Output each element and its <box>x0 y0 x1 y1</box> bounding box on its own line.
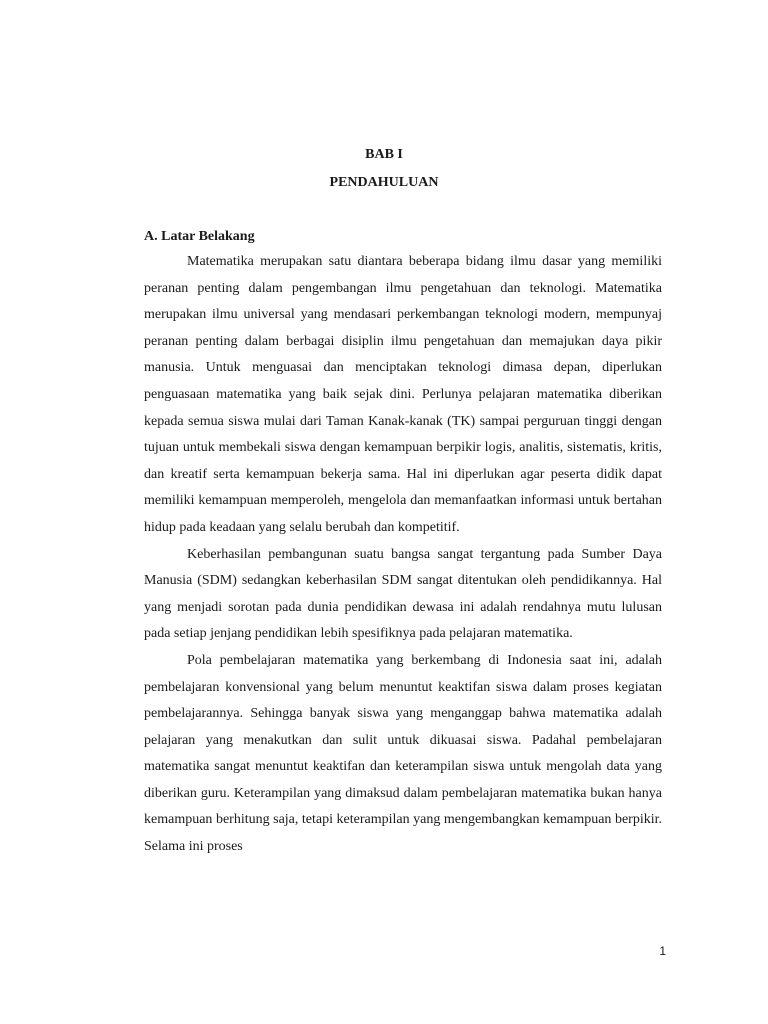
paragraph-1: Matematika merupakan satu diantara beberapa bidang ilmu dasar yang memiliki peranan penting dalam pengembangan ilmu pengetahuan dan teknologi. Matematika merupakan ilmu universal yang mendasari perkembangan teknologi modern, mempunyaj peranan penting dalam berbagai disiplin ilmu pengetahuan dan memajukan daya pikir manusia. Untuk menguasai dan menciptakan teknologi dimasa depan, diperlukan penguasaan matematika yang baik sejak dini. Perlunya pelajaran matematika diberikan kepada semua siswa mulai dari Taman Kanak-kanak (TK) sampai perguruan tinggi dengan tujuan untuk membekali siswa dengan kemampuan berpikir logis, analitis, sistematis, kritis, dan kreatif serta kemampuan bekerja sama. Hal ini diperlukan agar peserta didik dapat memiliki kemampuan memperoleh, mengelola dan memanfaatkan informasi untuk bertahan hidup pada keadaan yang selalu berubah dan kompetitif. <box>144 254 662 535</box>
body-text <box>144 249 662 861</box>
paragraph-3: Pola pembelajaran matematika yang berkembang di Indonesia saat ini, adalah pembelajaran konvensional yang belum menuntut keaktifan siswa dalam proses kegiatan pembelajarannya. Sehingga banyak siswa yang menganggap bahwa matematika adalah pelajaran yang menakutkan dan sulit untuk dikuasai siswa. Padahal pembelajaran matematika sangat menuntut keaktifan dan keterampilan siswa untuk mengolah data yang diberikan guru. Keterampilan yang dimaksud dalam pembelajaran matematika bukan hanya kemampuan berhitung saja, tetapi keterampilan yang mengembangkan kemampuan berpikir. Selama ini proses <box>144 652 662 855</box>
chapter-title: PENDAHULUAN <box>329 175 439 190</box>
section-heading: A. Latar Belakang <box>144 229 255 244</box>
page-number: 1 <box>659 944 666 958</box>
paragraph-2: Keberhasilan pembangunan suatu bangsa sangat tergantung pada Sumber Daya Manusia (SDM) sedangkan keberhasilan SDM sangat ditentukan oleh pendidikannya. Hal yang menjadi sorotan pada dunia pendidikan dewasa ini adalah rendahnya mutu lulusan pada setiap jenjang pendidikan lebih spesifiknya pada pelajaran matematika. <box>144 546 662 642</box>
chapter-number: BAB I <box>365 147 403 162</box>
